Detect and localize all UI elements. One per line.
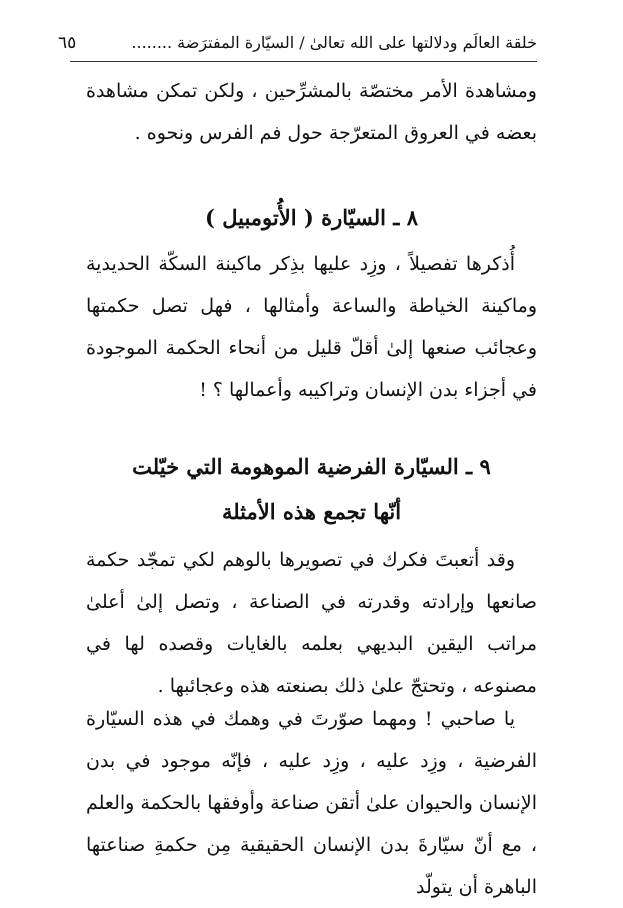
paragraph-section-8: أُذكرها تفصيلاً ، وزِد عليها بذِكر ماكينة السكّة الحديدية وماكينة الخياطة والساعة وأمثالها ، فهل تصل حكمتها وعجائب صنعها إلىٰ أقلّ قليل من أنحاء الحكمة الموجودة في أجزاء بدن الإنسان وتراكيبه وأعمالها ؟ !: [86, 253, 537, 401]
page-number: ٦٥: [58, 33, 77, 53]
section-heading-8: ٨ ـ السيّارة ( الأُتومبيل ): [204, 205, 419, 230]
paragraph-continuation: ومشاهدة الأمر مختصّة بالمشرِّحين ، ولكن تمكن مشاهدة بعضه في العروق المتعرّجة حول فم الفرس ونحوه .: [86, 80, 537, 144]
section-heading-9-line1: ٩ ـ السيّارة الفرضية الموهومة التي خيّلت: [132, 454, 491, 479]
paragraph-section-9-a: وقد أتعبتَ فكرك في تصويرها بالوهم لكي تمجّد حكمة صانعها وإرادته وقدرته في الصناعة ، وتصل إلىٰ أعلىٰ مراتب اليقين البديهي بعلمه بالغايات وقصده لها في مصنوعه ، وتحتجّ علىٰ ذلك بصنعته هذه وعجائبها .: [86, 549, 537, 697]
section-heading-9-line2: أنّها تجمع هذه الأمثلة: [221, 499, 402, 524]
paragraph-section-9-b: يا صاحبي ! ومهما صوّرتَ في وهمك في هذه السيّارة الفرضية ، وزِد عليه ، وزِد عليه ، فإنّه موجود في بدن الإنسان والحيوان علىٰ أتقن صناعة وأوفقها بالحكمة والعلم ، مع أنّ سيّارةَ بدن الإنسان الحقيقية مِن حكمةِ صناعتها الباهرة أن يتولّد: [86, 708, 537, 898]
running-header: [58, 30, 537, 56]
header-rule: [70, 61, 537, 62]
running-title: خلقة العالَم ودلالتها على الله تعالىٰ / السيّارة المفترَضة ........: [131, 33, 537, 52]
section-heading-9: [86, 444, 537, 534]
